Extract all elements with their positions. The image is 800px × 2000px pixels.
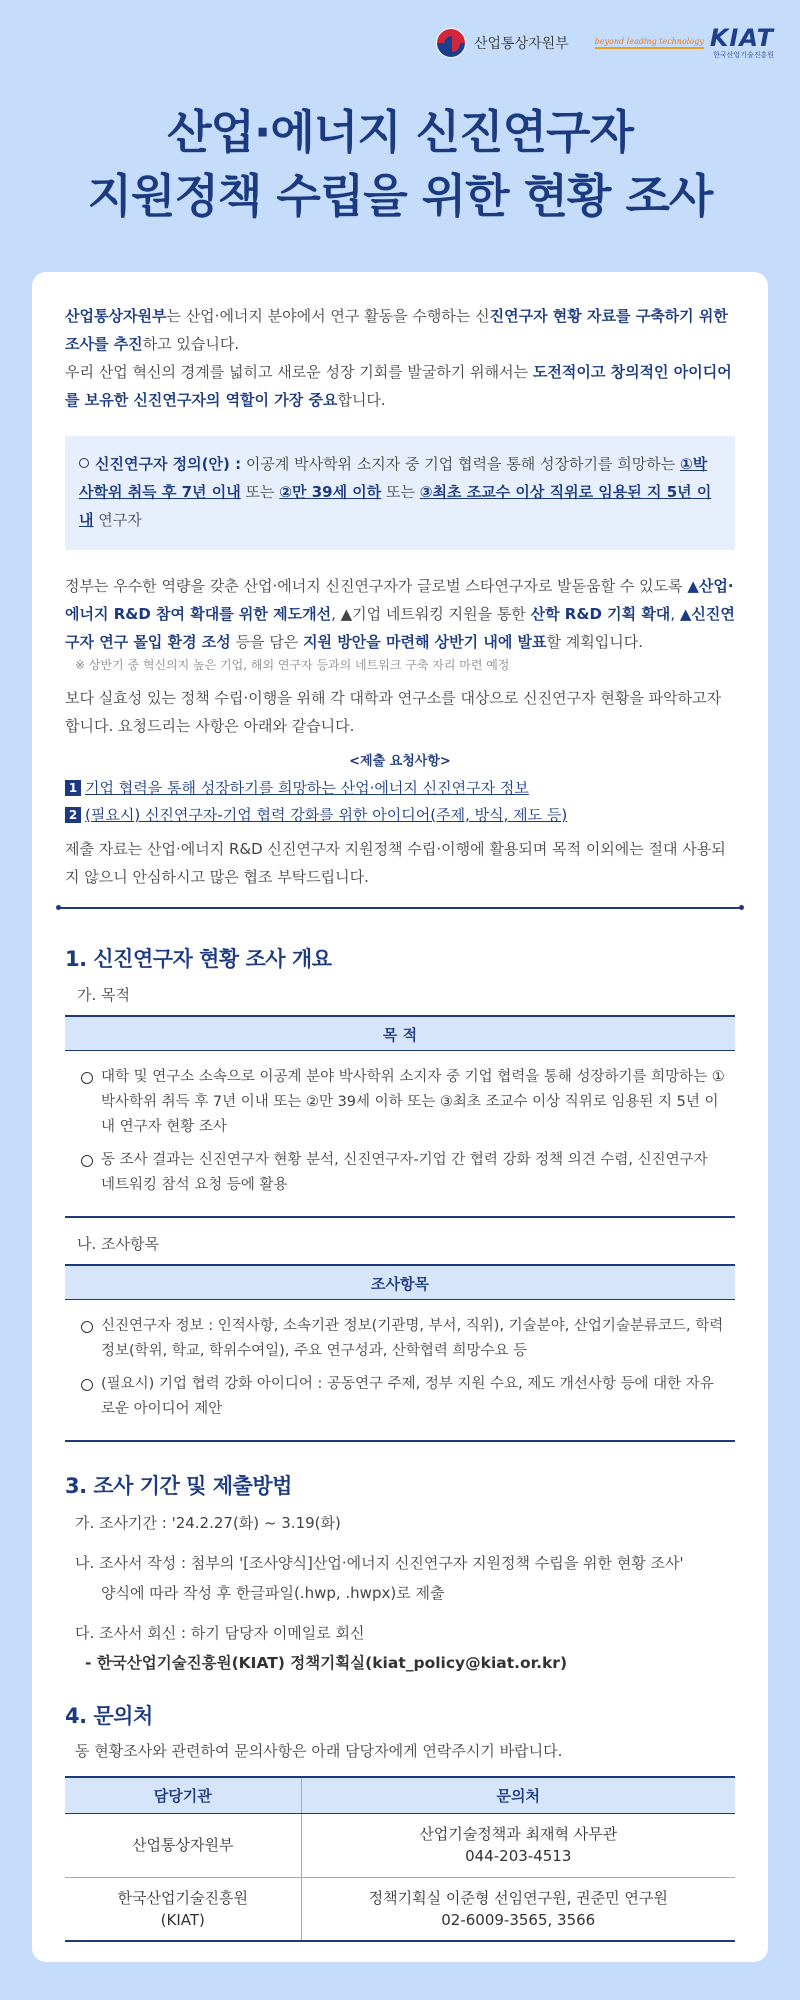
title-line-2: 지원정책 수립을 위한 현황 조사 [87, 169, 713, 223]
survey-items-box-body [65, 1300, 735, 1442]
table-row [65, 1813, 735, 1877]
inquiry-description: 동 현황조사와 관련하여 문의사항은 아래 담당자에게 연락주시기 바랍니다. [75, 1742, 563, 1760]
intro-highlight: 도전적이고 창의적인 아이디어를 보유한 신진연구자의 역할이 가장 중요 [65, 363, 732, 409]
intro-text: 우리 산업 혁신의 경계를 넓히고 새로운 성장 기회를 발굴하기 위해서는 [65, 363, 533, 381]
contact-cell [301, 1877, 735, 1941]
request-item [65, 775, 735, 802]
survey-item-bullet: (필요시) 기업 협력 강화 아이디어 : 공동연구 주제, 정부 지원 수요, 제도 개선사항 등에 대한 자유로운 아이디어 제안 [75, 1372, 725, 1422]
definition-label: 신진연구자 정의(안) : [95, 455, 242, 473]
table-header-row [65, 1777, 735, 1813]
request-item-text: (필요시) 신진연구자-기업 협력 강화를 위한 아이디어(주제, 방식, 제도 등) [85, 806, 568, 824]
policy-highlight: ▲산업·에너지 R&D 참여 확대를 위한 제도개선 [65, 577, 734, 623]
definition-option-1: ①박사학위 취득 후 7년 이내 [79, 455, 708, 501]
section-1a-label: 가. 목적 [77, 986, 131, 1004]
policy-paragraph [65, 572, 735, 656]
section-1-title: 1. 신진연구자 현황 조사 개요 [65, 947, 332, 971]
kiat-logo [595, 26, 774, 59]
intro-text: 합니다. [337, 391, 386, 409]
survey-item-bullet: 신진연구자 정보 : 인적사항, 소속기관 정보(기관명, 부서, 직위), 기술분야, 산업기술분류코드, 학력정보(학위, 학교, 학위수여일), 주요 연구성과, 산학협력 희망수요 등 [75, 1314, 725, 1364]
definition-text: 또는 [240, 483, 280, 501]
inquiry-table [65, 1776, 735, 1942]
contact-person: 산업기술정책과 최재혁 사무관 [419, 1825, 618, 1843]
survey-reply: 다. 조사서 회신 : 하기 담당자 이메일로 회신 [75, 1624, 365, 1642]
policy-text: , [670, 605, 680, 623]
contact-phone: 02-6009-3565, 3566 [441, 1910, 596, 1929]
kiat-name: KIAT [709, 24, 774, 52]
org-cell [65, 1877, 301, 1941]
column-header-org: 담당기관 [65, 1777, 301, 1813]
circle-bullet-icon [79, 458, 89, 468]
intro-highlight: 진연구자 현황 자료를 구축하기 위한 조사를 추진 [65, 307, 728, 353]
survey-items-box-header: 조사항목 [65, 1264, 735, 1300]
intro-paragraph-2 [65, 358, 735, 414]
org-name: 산업통상자원부 [132, 1836, 234, 1854]
content-card [32, 272, 768, 1962]
request-item [65, 802, 735, 829]
policy-text: 정부는 우수한 역량을 갖춘 산업·에너지 신진연구자가 글로벌 스타연구자로 발돋움할 수 있도록 [65, 577, 688, 595]
section-4-title: 4. 문의처 [65, 1704, 153, 1728]
intro-text: 는 산업·에너지 분야에서 연구 활동을 수행하는 신 [166, 307, 490, 325]
contact-phone: 044-203-4513 [465, 1847, 572, 1865]
policy-highlight: 산학 R&D 기획 확대 [530, 605, 671, 623]
policy-note: ※ 상반기 중 혁신의지 높은 기업, 해외 연구자 등과의 네트워크 구축 자리 마련 예정 [75, 658, 510, 672]
org-cell [65, 1813, 301, 1877]
number-badge: 2 [65, 807, 81, 823]
request-intro: 보다 실효성 있는 정책 수립·이행을 위해 각 대학과 연구소를 대상으로 신진연구자 현황을 파악하고자 합니다. 요청드리는 사항은 아래와 같습니다. [65, 689, 722, 735]
kiat-subname: 한국산업기술진흥원 [713, 51, 774, 59]
org-abbr: (KIAT) [160, 1910, 205, 1929]
policy-highlight: ▲신진연구자 연구 몰입 환경 조성 [65, 605, 735, 651]
survey-contact: - 한국산업기술진흥원(KIAT) 정책기획실(kiat_policy@kiat.or.kr) [85, 1654, 568, 1672]
table-row [65, 1877, 735, 1941]
survey-write-line-2: 양식에 따라 작성 후 한글파일(.hwp, .hwpx)로 제출 [101, 1584, 445, 1602]
purpose-box-body [65, 1051, 735, 1218]
definition-text: 연구자 [93, 511, 142, 529]
definition-option-3: ③최초 조교수 이상 직위로 임용된 지 5년 이내 [79, 483, 712, 529]
ministry-logo-text: 산업통상자원부 [474, 35, 569, 52]
survey-write-line-1: 나. 조사서 작성 : 첨부의 '[조사양식]산업·에너지 신진연구자 지원정책 수립을 위한 현황 조사' [75, 1554, 684, 1572]
purpose-box-header: 목 적 [65, 1015, 735, 1051]
section-3-title: 3. 조사 기간 및 제출방법 [65, 1474, 292, 1498]
definition-text: 또는 [381, 483, 420, 501]
policy-text: 등을 담은 [230, 633, 304, 651]
policy-text: 할 계획입니다. [546, 633, 644, 651]
header-logos [436, 26, 774, 59]
taegeuk-emblem-icon [436, 28, 466, 58]
survey-period: 가. 조사기간 : '24.2.27(화) ~ 3.19(화) [75, 1514, 341, 1532]
definition-box [65, 436, 735, 550]
column-header-contact: 문의처 [301, 1777, 735, 1813]
intro-text: 하고 있습니다. [142, 335, 240, 353]
contact-person: 정책기획실 이준형 선임연구원, 권준민 연구원 [368, 1888, 668, 1907]
request-closing: 제출 자료는 산업·에너지 R&D 신진연구자 지원정책 수립·이행에 활용되며 목적 이외에는 절대 사용되지 않으니 안심하시고 많은 협조 부탁드립니다. [65, 840, 726, 886]
request-heading: <제출 요청사항> [349, 754, 451, 769]
definition-text: 이공계 박사학위 소지자 중 기업 협력을 통해 성장하기를 희망하는 [241, 455, 680, 473]
page-title [0, 100, 800, 228]
definition-option-2: ②만 39세 이하 [279, 483, 382, 501]
kiat-slogan: beyond leading technology [595, 37, 704, 49]
section-divider [57, 907, 743, 909]
policy-highlight: 지원 방안을 마련해 상반기 내에 발표 [303, 633, 547, 651]
purpose-bullet: 대학 및 연구소 소속으로 이공계 분야 박사학위 소지자 중 기업 협력을 통해 성장하기를 희망하는 ①박사학위 취득 후 7년 이내 또는 ②만 39세 이하 또는 ③최초 조교수 이상 직위로 임용된 지 5년 이내 연구자 현황 조사 [75, 1065, 725, 1140]
purpose-bullet: 동 조사 결과는 신진연구자 현황 분석, 신진연구자-기업 간 협력 강화 정책 의견 수렴, 신진연구자 네트워킹 참석 요청 등에 활용 [75, 1148, 725, 1198]
section-1b-label: 나. 조사항목 [77, 1235, 159, 1253]
org-name: 한국산업기술진흥원 [117, 1888, 248, 1907]
title-line-1: 산업·에너지 신진연구자 [167, 105, 633, 159]
request-item-text: 기업 협력을 통해 성장하기를 희망하는 산업·에너지 신진연구자 정보 [85, 779, 529, 797]
ministry-logo [436, 28, 569, 58]
intro-paragraph-1 [65, 302, 735, 358]
policy-text: , ▲기업 네트워킹 지원을 통한 [331, 605, 531, 623]
intro-ministry: 산업통상자원부 [65, 307, 167, 325]
contact-cell [301, 1813, 735, 1877]
number-badge: 1 [65, 780, 81, 796]
